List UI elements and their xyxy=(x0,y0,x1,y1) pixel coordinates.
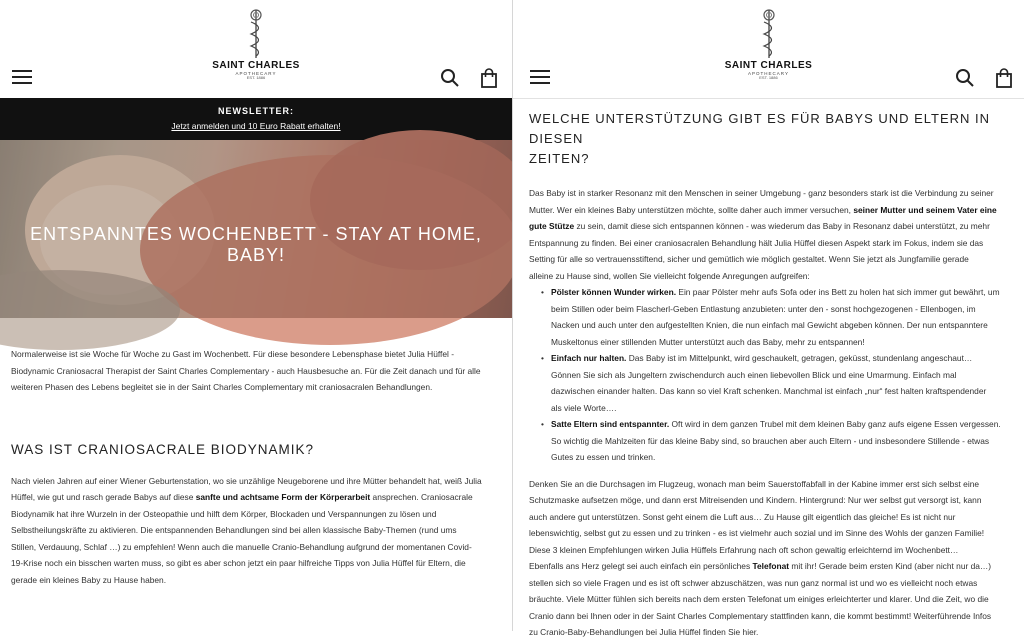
list-item xyxy=(551,284,1010,350)
text-line: zu Cranio-Baby-Behandlungen bei Julia Hüffel finden Sie hier. xyxy=(529,627,759,637)
text-line: Stillen, Verdauung, Schlaf …) zu empfehlen! Wenn auch die manuelle Cranio-Behandlung aufgrund der momentanen Covid- xyxy=(11,541,472,552)
section-heading xyxy=(529,109,1010,169)
brand-logo[interactable] xyxy=(719,6,819,80)
text-span: Ein paar Pölster mehr aufs Sofa oder ins Bett zu holen hat sich immer gut bewährt, um xyxy=(676,287,1000,297)
search-icon[interactable] xyxy=(440,68,460,88)
text-line xyxy=(11,489,501,506)
text-line xyxy=(551,350,1010,367)
list-item xyxy=(551,416,1010,466)
text-span: mit ihr! Gerade beim ersten Kind (aber nicht nur da…) xyxy=(789,561,992,571)
brand-name: SAINT CHARLES xyxy=(724,60,813,71)
text-line: Schutzmaske aufsetzen möge, und dann erst Mitreisenden und Kindern. Hintergrund: Nur wer selbst gut versorgt ist, kann xyxy=(529,495,982,505)
menu-icon[interactable] xyxy=(12,70,32,86)
text-span: Das Baby ist im Mittelpunkt, wird geschaukelt, getragen, geküsst, stundenlang angeschaut… xyxy=(626,353,973,363)
newsletter-signup-link[interactable]: Jetzt anmelden und 10 Euro Rabatt erhalten! xyxy=(171,121,341,131)
text-line: Setting für alle so vertrauensstiftend, sicher und gemütlich wie möglich gestaltet. Wenn Sie jetzt als Jungfamilie gerade xyxy=(529,254,969,264)
text-span: ansprechen. Craniosacrale xyxy=(370,492,473,502)
text-line xyxy=(529,558,1010,575)
text-span: Mutter. Wer ein kleines Baby unterstützen möchte, sollte daher auch immer versuchen, xyxy=(529,204,854,215)
bold-text: Satte Eltern sind entspannter. xyxy=(551,419,670,429)
shopping-bag-icon[interactable] xyxy=(995,68,1013,88)
text-line: Muskeltonus einer stillenden Mutter unterstützt auch das Baby, mehr zu entspannen! xyxy=(551,336,865,347)
brand-logo[interactable] xyxy=(206,6,306,80)
right-page-view xyxy=(512,0,1024,637)
text-span: zu sein, damit diese sich entspannen können - was wiederum das Baby in Resonanz dabei unterstützt, zu mehr xyxy=(574,221,990,231)
text-line xyxy=(529,202,1010,219)
text-line: Gönnen Sie sich als Jungeltern zwischendurch auch einen liebevollen Blick und eine Umarmung. Einfach mal xyxy=(551,369,957,380)
text-span: Ebenfalls ans Herz gelegt sei auch einfach ein persönliches xyxy=(529,561,753,571)
left-page-view xyxy=(0,0,512,631)
text-line: Gutes zu essen und trinken. xyxy=(551,452,656,462)
text-line: weiteren Phasen des Lebens begleitet sie in der Saint Charles Complementary mit craniosacralen Behandlungen. xyxy=(11,382,433,392)
text-line: dazwischen einander halten. Das kann so viel Kraft schenken. Manchmal ist einfach „nur“ fest halten kraftspendender xyxy=(551,386,987,396)
text-line: Diese 3 kleinen Empfehlungen wirken Julia Hüffels Erfahrung nach oft schon gewaltig erleichternd im Wochenbett… xyxy=(529,544,959,555)
section-heading: WAS IST CRANIOSACRALE BIODYNAMIK? xyxy=(11,441,315,457)
brand-subtitle: APOTHECARY xyxy=(748,71,789,76)
text-line: beim Stillen oder beim Flascherl-Geben Entlastung anzubieten: unter den - sonst hochgezogenen - Ellenbogen, im xyxy=(551,303,976,314)
caduceus-icon xyxy=(759,6,779,58)
site-header xyxy=(513,0,1024,98)
brand-established: EST. 1886 xyxy=(759,75,778,80)
text-line: lebenswichtig, selbst gut zu essen und zu trinken - es ist vielmehr auch sozial und im Sinne des Wohls der ganzen Familie! xyxy=(529,528,985,538)
text-line: alleine zu Hause sind, wollen Sie vielleicht folgende Anregungen aufgreifen: xyxy=(529,270,810,281)
caduceus-icon xyxy=(246,6,266,58)
text-line: Cranio dann bei Ihnen oder in der Saint Charles Complementary stattfinden kann, die kommt bestimmt! Weiterführende Infos xyxy=(529,610,992,621)
shopping-bag-icon[interactable] xyxy=(480,68,498,88)
paragraph xyxy=(529,476,1010,641)
text-line: So wichtig die Mahlzeiten für das kleine Baby sind, so brauchen aber auch Eltern - und insbesondere Stillende - etwas xyxy=(551,435,990,446)
bold-text: Telefonat xyxy=(752,561,790,571)
text-line: Das Baby ist in starker Resonanz mit den Menschen in seiner Umgebung - ganz besonders stark ist die Verbindung zu seiner xyxy=(529,188,994,198)
bold-text: sanfte und achtsame Form der Körperarbeit xyxy=(195,492,371,502)
header-divider xyxy=(513,98,1024,99)
heading-line: ZEITEN? xyxy=(529,151,590,166)
text-line: Entspannung zu finden. Bei einer craniosacralen Behandlung hält Julia Hüffel diesen Aspekt stark im Fokus, indem sie das xyxy=(529,237,984,248)
bold-text: seiner Mutter und seinem Vater eine xyxy=(853,204,997,215)
newsletter-title: NEWSLETTER: xyxy=(218,106,294,116)
text-line: Normalerweise ist sie Woche für Woche zu Gast im Wochenbett. Für diese besondere Lebensphase bietet Julia Hüffel - xyxy=(11,349,455,359)
text-line: Nacken und auch unter den aufgestellten Knien, die nun einfach mal Gewicht abgeben können. Der nun entspanntere xyxy=(551,320,988,330)
bold-text: gute Stütze xyxy=(529,221,575,231)
text-line: Denken Sie an die Durchsagen im Flugzeug, wonach man beim Sauerstoffabfall in der Kabine immer erst sich selbst eine xyxy=(529,478,980,489)
text-span: Hüffel, wie gut und rasch gerade Babys auf diese xyxy=(11,492,196,502)
intro-paragraph xyxy=(11,346,501,396)
tips-list xyxy=(529,284,1010,466)
bold-text: Pölster können Wunder wirken. xyxy=(551,287,677,297)
text-line xyxy=(551,416,1010,433)
list-item xyxy=(551,350,1010,416)
text-line: bräuchte. Viele Mütter fühlen sich bereits nach dem ersten Telefonat um einiges erleichterter und klarer. Und die Zeit, wo die xyxy=(529,594,989,604)
bold-text: Einfach nur halten. xyxy=(551,353,627,363)
text-line: stellen sich so viele Fragen und es ist oft schwer abzuschätzen, was nun ganz normal ist und wo es vielleicht noch etwas xyxy=(529,577,978,588)
menu-icon[interactable] xyxy=(530,70,550,86)
article-content xyxy=(513,109,1024,641)
text-span: Oft wird in dem ganzen Trubel mit dem kleinen Baby ganz aufs eigene Essen vergessen. xyxy=(669,419,1001,429)
text-line: 19-Krise noch ein bisschen warten muss, so gibt es aber schon jetzt ein paar hilfreiche Tipps von Julia Hüffel für Eltern, die xyxy=(11,558,466,568)
text-line: auch andere gut unterstützen. Sonst geht einem die Luft aus… Zu Hause gilt eigentlich das gleiche! Es ist nicht nur xyxy=(529,511,956,522)
text-line: gerade ein kleines Baby zu Hause haben. xyxy=(11,574,167,585)
brand-name: SAINT CHARLES xyxy=(212,60,300,71)
text-line: Selbstheilungskräfte zu aktivieren. Die entspannenden Behandlungen sind bei allen klassische Baby-Themen (rund ums xyxy=(11,525,457,535)
brand-established: EST. 1886 xyxy=(246,75,266,80)
text-line: Nach vielen Jahren auf einer Wiener Geburtenstation, wo sie unzählige Neugeborene und ihre Mütter behandelt hat, weiß Julia xyxy=(11,475,482,486)
search-icon[interactable] xyxy=(955,68,975,88)
article-content xyxy=(0,346,512,588)
text-line: Biodynamic Craniosacral Therapist der Saint Charles Complementary - auch Hausbesuche an. Für die Zeit danach und für alle xyxy=(11,365,481,376)
paragraph xyxy=(11,473,501,589)
site-header xyxy=(0,0,512,98)
text-line xyxy=(551,284,1010,301)
text-line: als viele Worte…. xyxy=(551,402,617,413)
hero-title: ENTSPANNTES WOCHENBETT - STAY AT HOME, BABY! xyxy=(30,224,482,265)
hero-banner xyxy=(0,140,512,318)
paragraph xyxy=(529,185,1010,284)
heading-line: WELCHE UNTERSTÜTZUNG GIBT ES FÜR BABYS UND ELTERN IN DIESEN xyxy=(529,111,991,146)
text-line xyxy=(529,218,1010,235)
text-line: Biodynamik hat ihre Wurzeln in der Osteopathie und hilft dem Körper, Blockaden und Verspannungen zu lösen und xyxy=(11,508,437,519)
brand-subtitle: APOTHECARY xyxy=(235,71,277,76)
